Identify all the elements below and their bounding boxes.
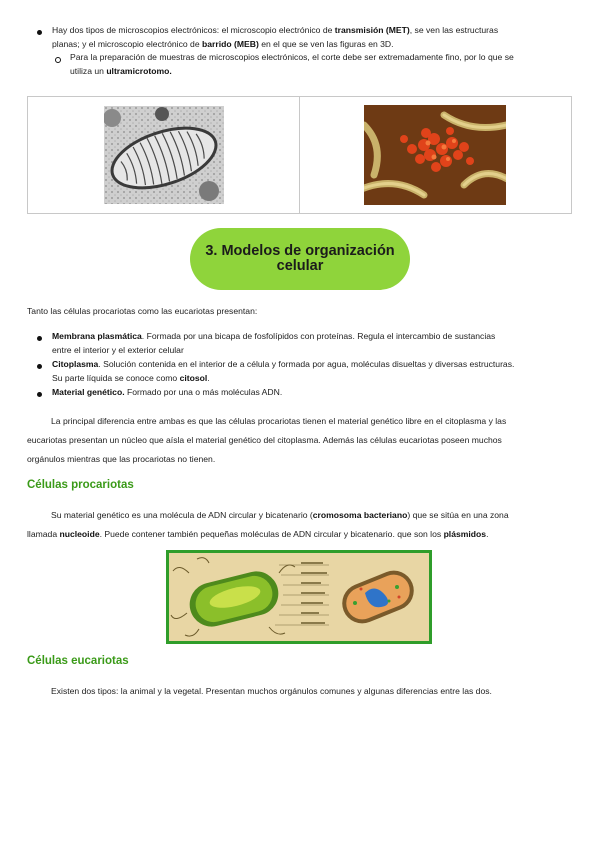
intro-text: Tanto las células procariotas como las eucariotas presentan: <box>27 306 258 316</box>
bullet-dot <box>37 336 42 341</box>
heading-procariotas: Células procariotas <box>27 479 134 491</box>
feature-material-genetico: Material genético. Formado por una o más moléculas ADN. <box>52 387 283 397</box>
procariotas-paragraph: Su material genético es una molécula de ADN circular y bicatenario (cromosoma bacteriano) que se sitúa en una zona llamada nucleoide. Puede contener también pequeñas moléculas de ADN circular y bicatenario. que son los plásmidos. <box>27 510 509 539</box>
met-mitochondrion-image <box>104 106 224 204</box>
bullet-dot <box>37 30 42 35</box>
sub-bullet-ultramicrotomo: Para la preparación de muestras de microscopios electrónicos, el corte debe ser extremadamente fino, por lo que se utiliza un ultramicrotomo. <box>70 52 514 76</box>
bacteria-diagram <box>169 553 429 641</box>
eucariotas-paragraph: Existen dos tipos: la animal y la vegetal. Presentan muchos orgánulos comunes y algunas diferencias entre las dos. <box>51 686 492 696</box>
feature-membrana: Membrana plasmática. Formada por una bicapa de fosfolípidos con proteínas. Regula el intercambio de sustancias entre el interior y el exterior celular <box>52 331 496 355</box>
section-title-badge <box>190 228 410 290</box>
sub-bullet-circle <box>55 57 61 63</box>
feature-citoplasma: Citoplasma. Solución contenida en el interior de a célula y formada por agua, moléculas disueltas y diversas estructuras. Su parte líquida se conoce como citosol. <box>52 359 515 383</box>
bullet-microscopios: Hay dos tipos de microscopios electrónicos: el microscopio electrónico de transmisión (MET), se ven las estructuras planas; y el microscopio electrónico de barrido (MEB) en el que se ven las figuras en 3D. <box>52 25 499 49</box>
bullet-dot <box>37 364 42 369</box>
table-divider <box>299 97 300 213</box>
difference-paragraph: La principal diferencia entre ambas es que las células procariotas tienen el material genético libre en el citoplasma y las eucariotas presentan un núcleo que aísla el material genético del citoplasma. Además las células eucariotas poseen muchos orgánulos mientras que las procariotas no tienen. <box>27 416 507 464</box>
heading-eucariotas: Células eucariotas <box>27 655 129 667</box>
microscope-image-table <box>27 96 572 214</box>
section-title-line2: celular <box>276 258 324 274</box>
section-title-line1: 3. Modelos de organización <box>205 243 395 259</box>
bullet-dot <box>37 392 42 397</box>
bacteria-diagram-frame <box>166 550 432 644</box>
meb-bacteria-image <box>364 105 506 205</box>
